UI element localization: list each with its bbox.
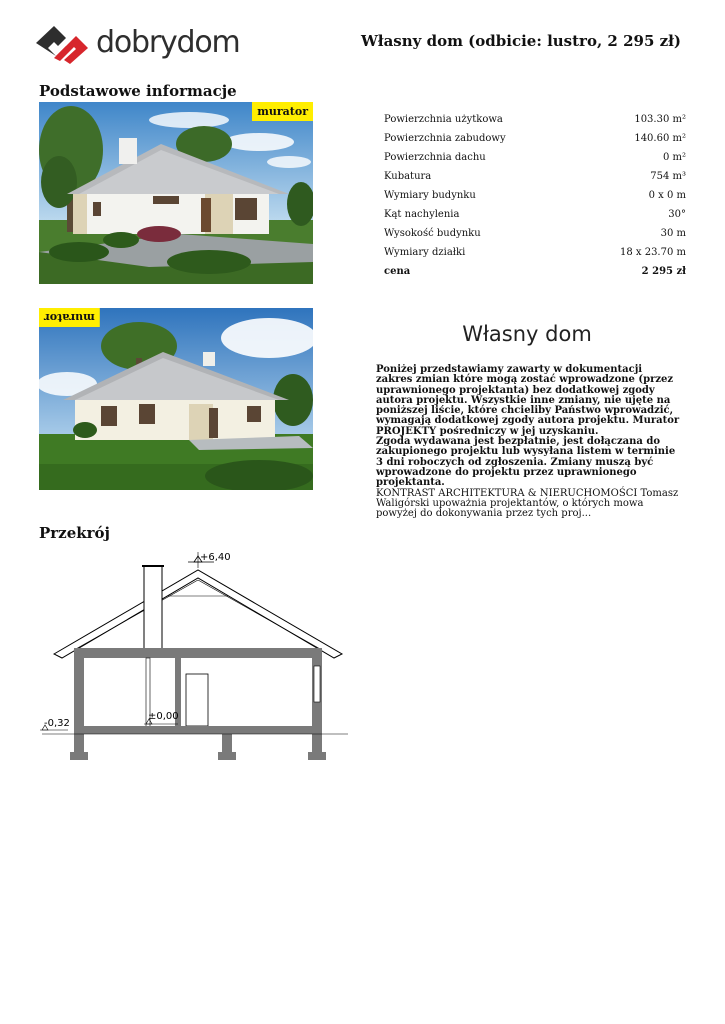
spec-value: 103.30 m² bbox=[634, 114, 686, 125]
house-render-front bbox=[39, 102, 313, 284]
spec-row bbox=[384, 167, 686, 186]
spec-row bbox=[384, 205, 686, 224]
spec-value: 30 m bbox=[660, 228, 686, 239]
spec-label: Powierzchnia użytkowa bbox=[384, 114, 503, 125]
specs-table bbox=[384, 110, 686, 281]
level-top-label: +6,40 bbox=[200, 552, 231, 563]
spec-label: Kubatura bbox=[384, 171, 432, 182]
level-marker-top bbox=[188, 552, 231, 568]
spec-value: 30° bbox=[668, 209, 686, 220]
page-title: Własny dom (odbicie: lustro, 2 295 zł) bbox=[360, 32, 681, 50]
spec-label: Powierzchnia zabudowy bbox=[384, 133, 506, 144]
spec-label: Powierzchnia dachu bbox=[384, 152, 486, 163]
murator-badge-mirrored: murator bbox=[39, 308, 100, 327]
cross-section-drawing bbox=[38, 544, 358, 766]
spec-value: 140.60 m² bbox=[634, 133, 686, 144]
spec-value: 0 x 0 m bbox=[648, 190, 686, 201]
logo-text: dobrydom bbox=[96, 25, 240, 60]
description-text bbox=[376, 365, 680, 519]
description-paragraph: KONTRAST ARCHITEKTURA & NIERUCHOMOŚCI Tomasz Waligórski upoważnia projektantów, o których mowa powyżej do dokonywania przez tych proj... bbox=[376, 487, 679, 520]
murator-badge: murator bbox=[252, 102, 313, 121]
spec-label: cena bbox=[384, 266, 411, 277]
description-paragraph: Zgoda wydawana jest bezpłatnie, jest dołączana do zakupionego projektu lub wysyłana listem w terminie 3 dni roboczych od zgłoszenia. Zmiany muszą być wprowadzone do projektu przez uprawnionego projektanta. bbox=[376, 436, 676, 489]
spec-value: 18 x 23.70 m bbox=[619, 247, 686, 258]
description-title: Własny dom bbox=[462, 322, 592, 346]
spec-value: 0 m² bbox=[662, 152, 686, 163]
spec-row bbox=[384, 243, 686, 262]
spec-label: Wymiary budynku bbox=[384, 190, 476, 201]
basic-info-heading: Podstawowe informacje bbox=[39, 82, 237, 100]
spec-row bbox=[384, 110, 686, 129]
level-ground-label: -0,32 bbox=[44, 718, 70, 729]
spec-row bbox=[384, 186, 686, 205]
spec-label: Wymiary działki bbox=[384, 247, 466, 258]
spec-row bbox=[384, 148, 686, 167]
spec-row-price bbox=[384, 262, 686, 281]
description-paragraph: Poniżej przedstawiamy zawarty w dokumentacji zakres zmian które mogą zostać wprowadzone (przez uprawnionego projektanta) bez dodatkowej zgody autora projektu. Wszystkie inne zmiany, nie ujęte na poniższej liście, które chcieliby Państwo wprowadzić, wymagają dodatkowej zgody autora projektu. Murator PROJEKTY pośredniczy w jej uzyskaniu. bbox=[376, 364, 680, 437]
house-render-back bbox=[39, 308, 313, 490]
dobrydom-logo[interactable] bbox=[36, 22, 240, 64]
spec-row bbox=[384, 224, 686, 243]
spec-value: 754 m³ bbox=[650, 171, 686, 182]
spec-label: Wysokość budynku bbox=[384, 228, 481, 239]
logo-mark-icon bbox=[36, 22, 92, 64]
level-floor-label: ±0,00 bbox=[148, 711, 179, 722]
spec-row bbox=[384, 129, 686, 148]
level-marker-ground bbox=[40, 718, 70, 730]
spec-label: Kąt nachylenia bbox=[384, 209, 460, 220]
cross-section-heading: Przekrój bbox=[39, 524, 110, 542]
spec-value: 2 295 zł bbox=[641, 266, 686, 277]
